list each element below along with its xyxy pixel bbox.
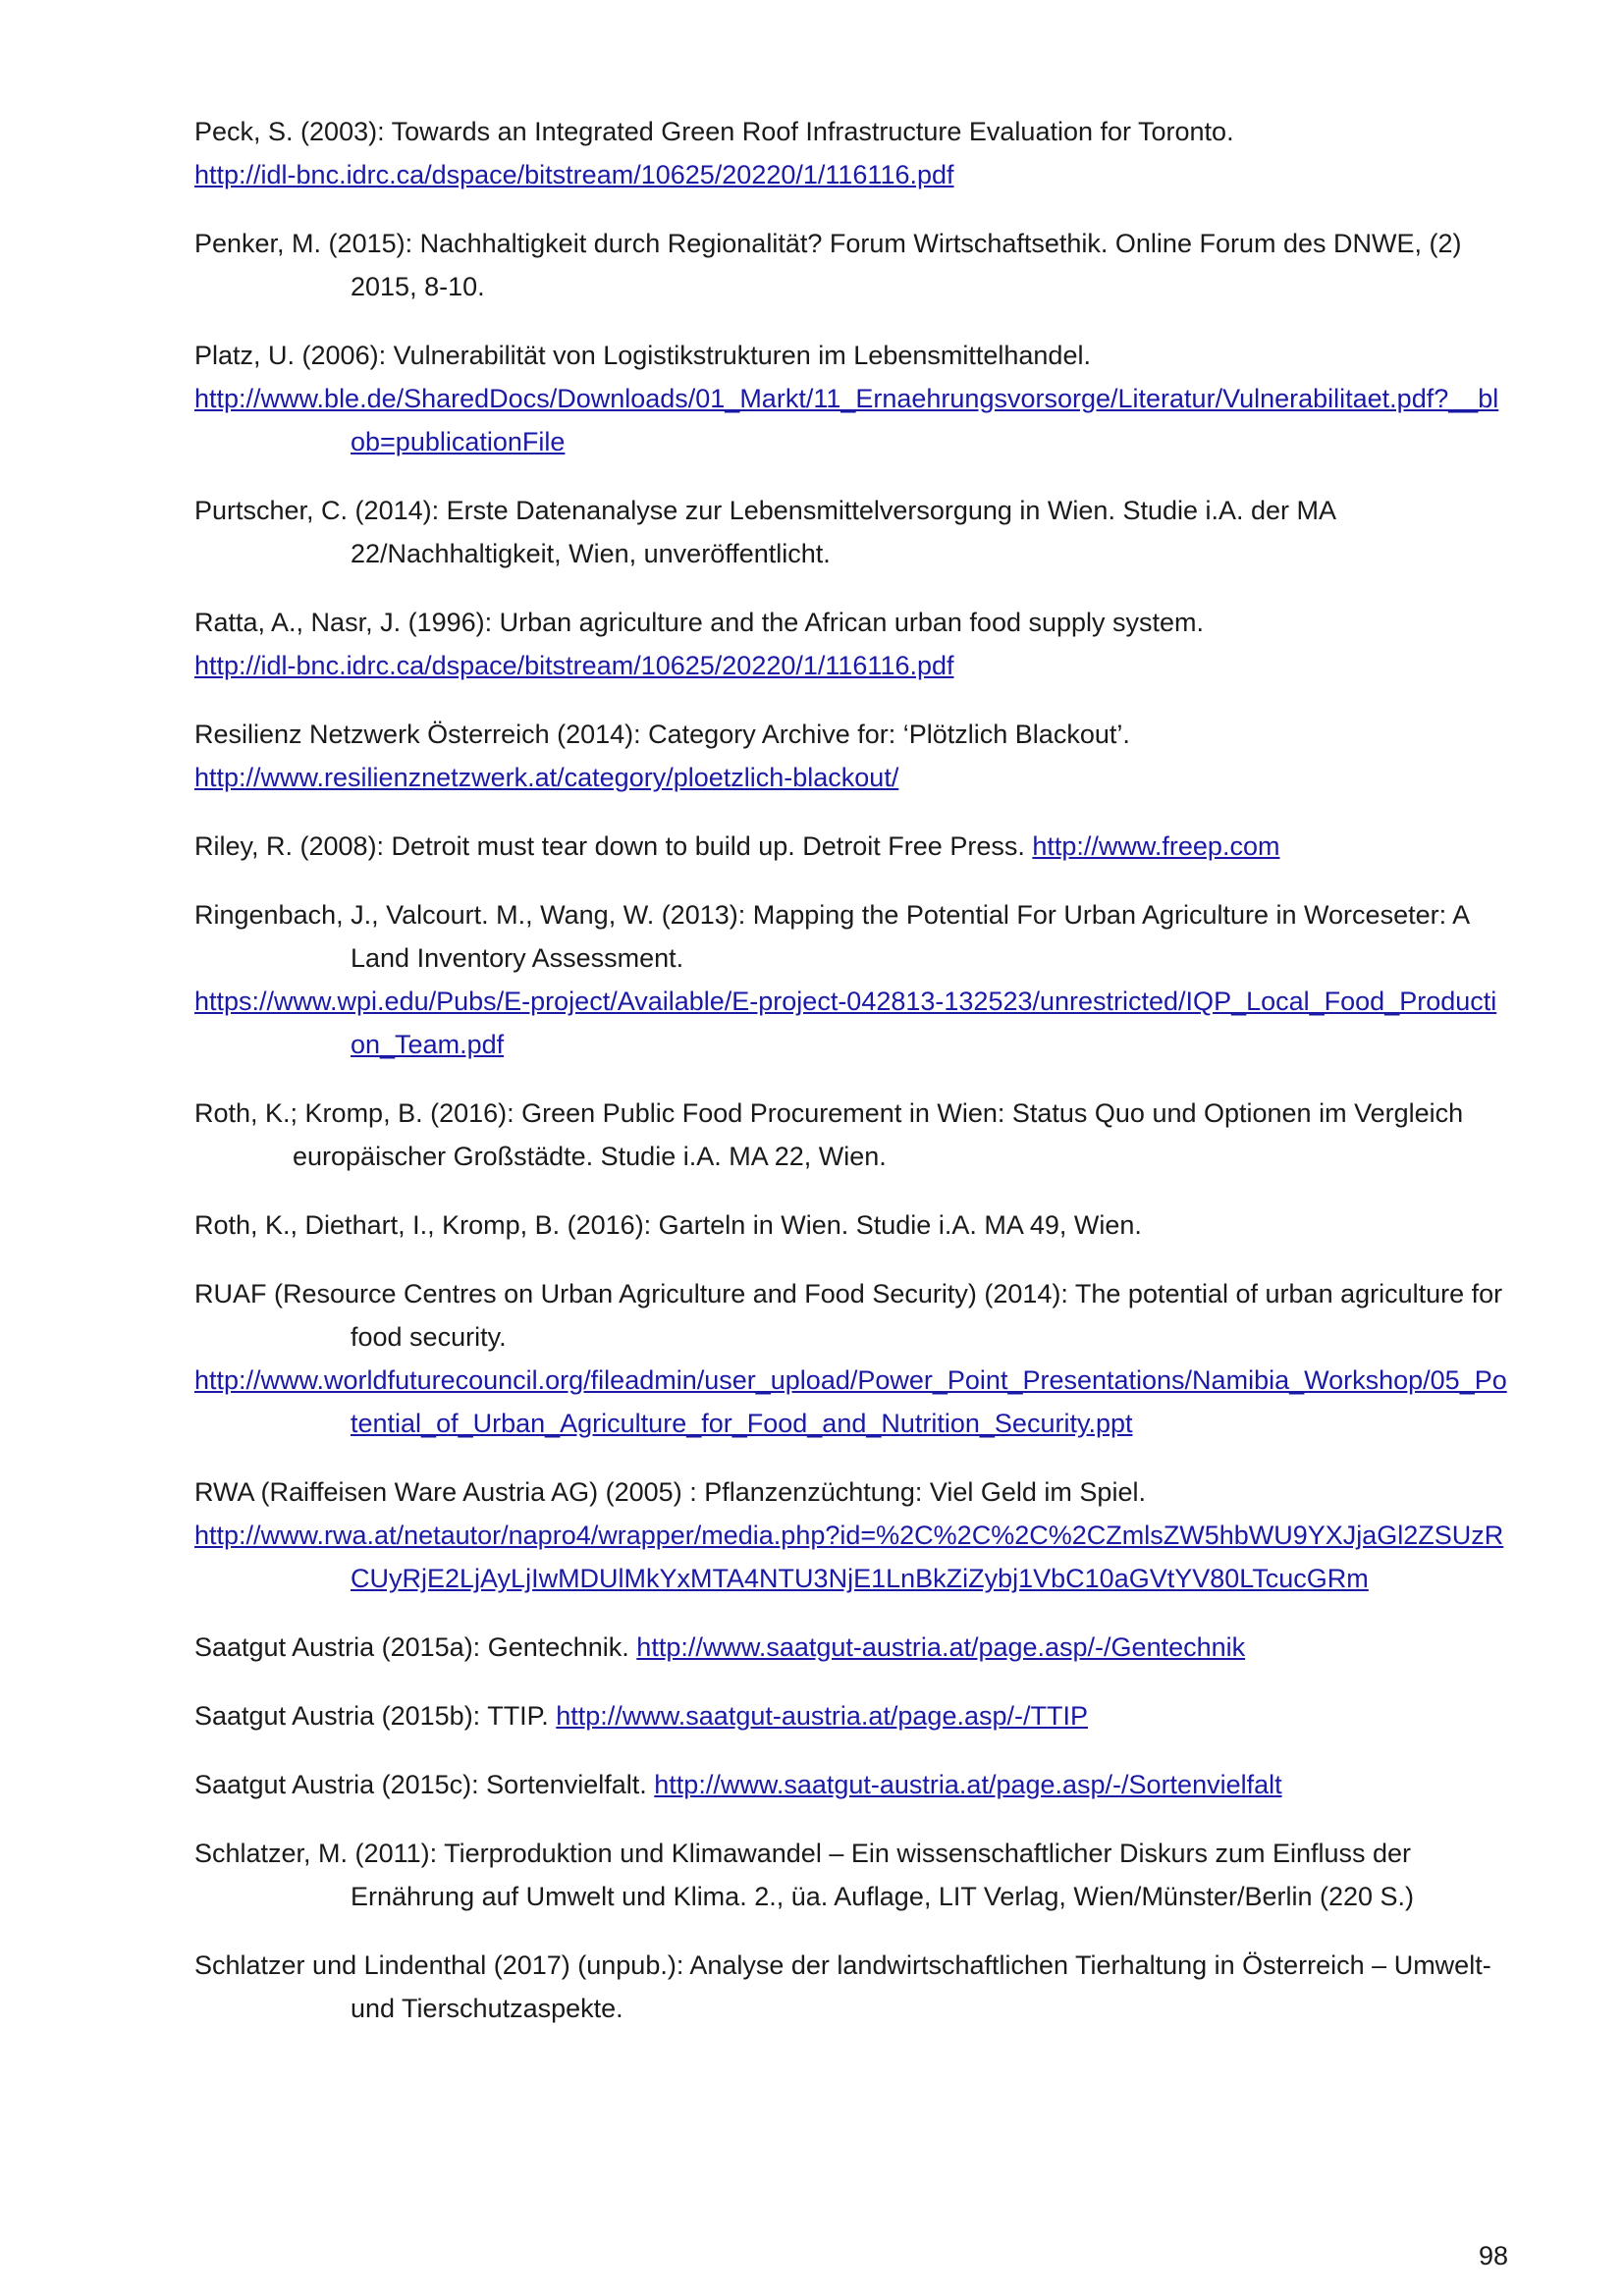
- reference-entry: [194, 1944, 1510, 2030]
- reference-link[interactable]: http://www.saatgut-austria.at/page.asp/-/Sortenvielfalt: [654, 1770, 1282, 1799]
- reference-text: Schlatzer und Lindenthal (2017) (unpub.): Analyse der landwirtschaftlichen Tierhaltung in Österreich – Umwelt- und Tierschutzaspekte.: [194, 1950, 1491, 2023]
- reference-text: Ringenbach, J., Valcourt. M., Wang, W. (2013): Mapping the Potential For Urban Agriculture in Worceseter: A Land Inventory Assessment.: [194, 900, 1469, 973]
- reference-link[interactable]: http://www.resilienznetzwerk.at/category/ploetzlich-blackout/: [194, 763, 899, 792]
- reference-text: RWA (Raiffeisen Ware Austria AG) (2005) : Pflanzenzüchtung: Viel Geld im Spiel.: [194, 1477, 1146, 1507]
- reference-entry: [194, 825, 1510, 868]
- reference-entry: [194, 1470, 1510, 1600]
- reference-text: RUAF (Resource Centres on Urban Agriculture and Food Security) (2014): The potential of urban agriculture for food security.: [194, 1279, 1503, 1352]
- reference-entry: [194, 1272, 1510, 1445]
- reference-link[interactable]: http://www.worldfuturecouncil.org/fileadmin/user_upload/Power_Point_Presentations/Namibia_Workshop/05_Potential_of_Urban_Agriculture_for_Food_and_Nutrition_Security.ppt: [194, 1365, 1507, 1438]
- reference-text: Penker, M. (2015): Nachhaltigkeit durch Regionalität? Forum Wirtschaftsethik. Online Forum des DNWE, (2) 2015, 8-10.: [194, 229, 1462, 301]
- reference-entry: [194, 1626, 1510, 1669]
- reference-link[interactable]: http://idl-bnc.idrc.ca/dspace/bitstream/10625/20220/1/116116.pdf: [194, 160, 954, 189]
- reference-text: Saatgut Austria (2015b): TTIP.: [194, 1701, 549, 1731]
- reference-entry: [194, 1763, 1510, 1806]
- reference-text: Ratta, A., Nasr, J. (1996): Urban agriculture and the African urban food supply system.: [194, 608, 1205, 637]
- reference-entry: [194, 893, 1510, 1066]
- reference-text: Saatgut Austria (2015c): Sortenvielfalt.: [194, 1770, 647, 1799]
- reference-link[interactable]: http://www.saatgut-austria.at/page.asp/-/TTIP: [556, 1701, 1088, 1731]
- reference-text: Roth, K., Diethart, I., Kromp, B. (2016): Garteln in Wien. Studie i.A. MA 49, Wien.: [194, 1210, 1142, 1240]
- reference-entry: [194, 1832, 1510, 1918]
- reference-text: Platz, U. (2006): Vulnerabilität von Logistikstrukturen im Lebensmittelhandel.: [194, 341, 1091, 370]
- reference-entry: [194, 334, 1510, 463]
- reference-text: Schlatzer, M. (2011): Tierproduktion und Klimawandel – Ein wissenschaftlicher Diskurs zum Einfluss der Ernährung auf Umwelt und Klima. 2., üa. Auflage, LIT Verlag, Wien/Münster/Berlin (220 S.): [194, 1839, 1415, 1911]
- reference-text: Riley, R. (2008): Detroit must tear down to build up. Detroit Free Press.: [194, 831, 1025, 861]
- reference-entry: [194, 489, 1510, 575]
- reference-link[interactable]: http://www.rwa.at/netautor/napro4/wrapper/media.php?id=%2C%2C%2C%2CZmlsZW5hbWU9YXJjaGl2ZSUzRCUyRjE2LjAyLjIwMDUlMkYxMTA4NTU3NjE1LnBkZiZybj1VbC10aGVtYV80LTcucGRm: [194, 1521, 1504, 1593]
- reference-text: Saatgut Austria (2015a): Gentechnik.: [194, 1632, 629, 1662]
- reference-entry: [194, 1203, 1510, 1247]
- reference-entry: [194, 1694, 1510, 1737]
- reference-link[interactable]: http://www.saatgut-austria.at/page.asp/-/Gentechnik: [636, 1632, 1246, 1662]
- reference-link[interactable]: https://www.wpi.edu/Pubs/E-project/Available/E-project-042813-132523/unrestricted/IQP_Local_Food_Production_Team.pdf: [194, 987, 1497, 1059]
- reference-link[interactable]: http://www.freep.com: [1032, 831, 1280, 861]
- reference-entry: [194, 110, 1510, 196]
- reference-text: Resilienz Netzwerk Österreich (2014): Category Archive for: ‘Plötzlich Blackout’.: [194, 720, 1130, 749]
- reference-entry: [194, 222, 1510, 308]
- reference-link[interactable]: http://www.ble.de/SharedDocs/Downloads/01_Markt/11_Ernaehrungsvorsorge/Literatur/Vulnerabilitaet.pdf?__blob=publicationFile: [194, 384, 1499, 456]
- reference-link[interactable]: http://idl-bnc.idrc.ca/dspace/bitstream/10625/20220/1/116116.pdf: [194, 651, 954, 680]
- reference-entry: [194, 1092, 1510, 1178]
- reference-text: Roth, K.; Kromp, B. (2016): Green Public Food Procurement in Wien: Status Quo und Optionen im Vergleich europäischer Großstädte. Studie i.A. MA 22, Wien.: [194, 1098, 1464, 1171]
- reference-entry: [194, 713, 1510, 799]
- page-number: 98: [1478, 2241, 1508, 2270]
- reference-text: Purtscher, C. (2014): Erste Datenanalyse zur Lebensmittelversorgung in Wien. Studie i.A. der MA 22/Nachhaltigkeit, Wien, unveröffentlicht.: [194, 496, 1335, 568]
- reference-list: [194, 110, 1510, 2056]
- reference-text: Peck, S. (2003): Towards an Integrated Green Roof Infrastructure Evaluation for Toronto.: [194, 117, 1234, 146]
- reference-entry: [194, 601, 1510, 687]
